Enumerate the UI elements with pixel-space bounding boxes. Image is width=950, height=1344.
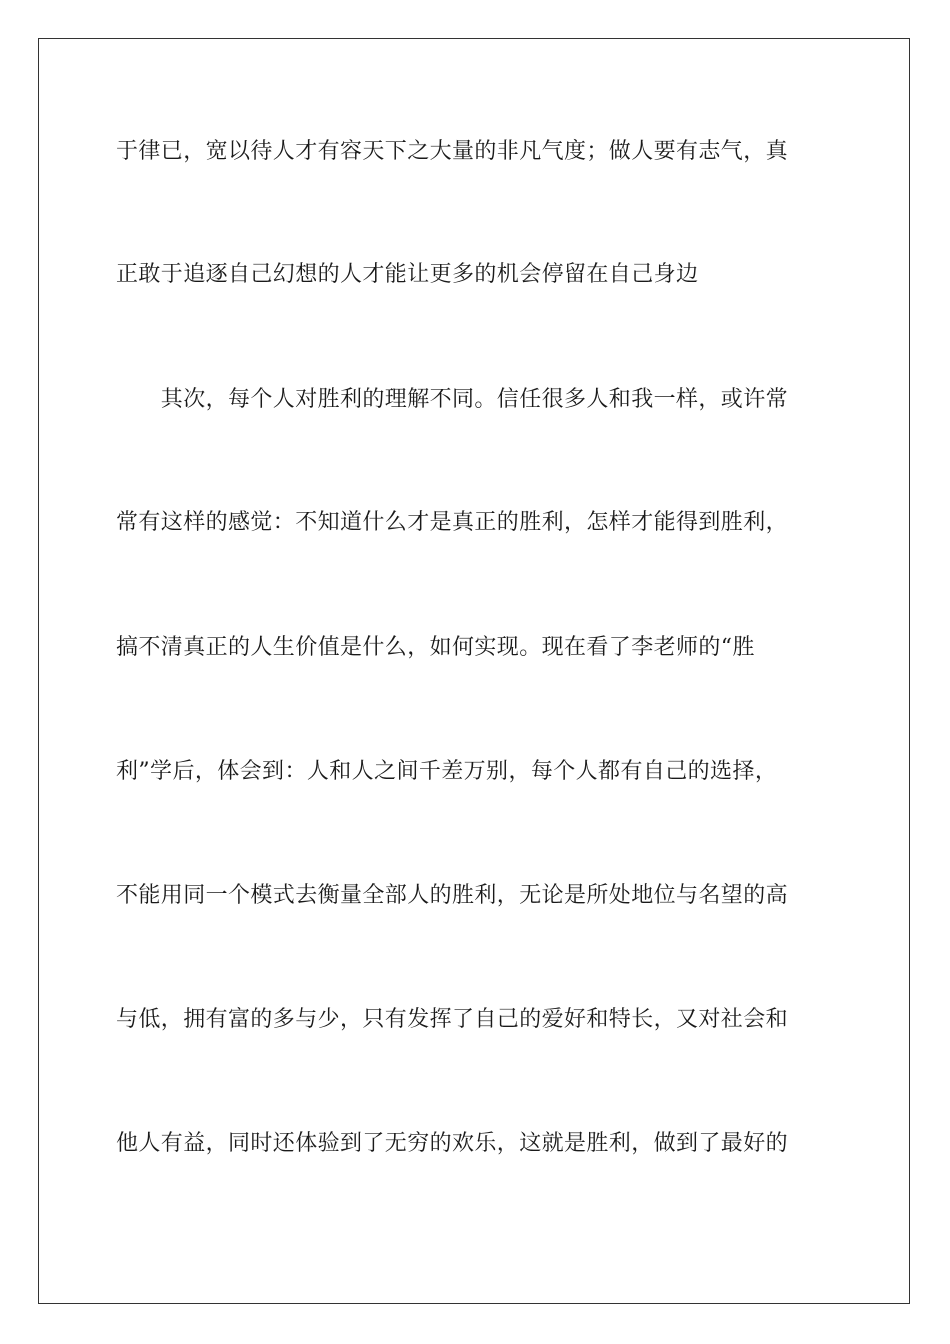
text-line: 不能用同一个模式去衡量全部人的胜利，无论是所处地位与名望的高 — [116, 883, 789, 908]
text-line: 利”学后，体会到：人和人之间千差万别，每个人都有自己的选择， — [116, 759, 778, 784]
text-line: 常有这样的感觉：不知道什么才是真正的胜利，怎样才能得到胜利， — [116, 510, 789, 535]
text-line: 他人有益，同时还体验到了无穷的欢乐，这就是胜利，做到了最好的 — [116, 1131, 789, 1156]
text-line: 与低，拥有富的多与少，只有发挥了自己的爱好和特长，又对社会和 — [116, 1007, 789, 1032]
page-border — [38, 38, 910, 1304]
text-line: 其次，每个人对胜利的理解不同。信任很多人和我一样，或许常 — [116, 387, 789, 412]
text-line: 搞不清真正的人生价值是什么，如何实现。现在看了李老师的“胜 — [116, 635, 755, 660]
text-line: 于律已，宽以待人才有容天下之大量的非凡气度；做人要有志气，真 — [116, 139, 789, 164]
text-line: 正敢于追逐自己幻想的人才能让更多的机会停留在自己身边 — [116, 262, 699, 287]
